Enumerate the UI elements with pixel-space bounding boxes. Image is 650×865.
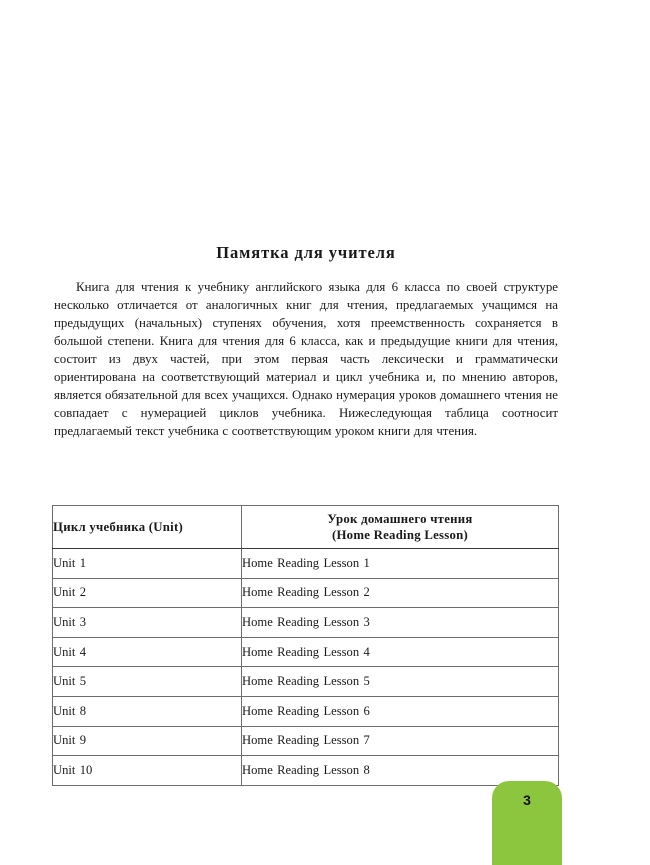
- cell-lesson: Home Reading Lesson 5: [242, 667, 559, 697]
- cell-unit: Unit 2: [53, 578, 242, 608]
- table-header-unit: Цикл учебника (Unit): [53, 506, 242, 549]
- unit-lesson-table: [52, 505, 559, 786]
- table-row: [53, 696, 559, 726]
- cell-unit: Unit 10: [53, 756, 242, 786]
- table-header-row: [53, 506, 559, 549]
- cell-lesson: Home Reading Lesson 8: [242, 756, 559, 786]
- table-row: [53, 637, 559, 667]
- table-header-lesson-line1: Урок домашнего чтения: [327, 511, 473, 526]
- cell-lesson: Home Reading Lesson 1: [242, 549, 559, 579]
- table-header-lesson-line2: (Home Reading Lesson): [331, 528, 469, 542]
- table-row: [53, 549, 559, 579]
- table-row: [53, 726, 559, 756]
- cell-unit: Unit 9: [53, 726, 242, 756]
- intro-paragraph: Книга для чтения к учебнику английского языка для 6 класса по своей структуре несколько отличается от аналогичных книг для чтения, предлагаемых учащимся на предыдущих (начальных) ступенях обучения, хотя преемственность сохраняется в большой степени. Книга для чтения для 6 класса, как и предыдущие книги для чтения, состоит из двух частей, при этом первая часть лексически и грамматически ориентирована на соответствующий материал и цикл учебника и, по мнению авторов, является обязательной для всех учащихся. Однако нумерация уроков домашнего чтения не совпадает с нумерацией циклов учебника. Нижеследующая таблица соотносит предлагаемый текст учебника с соответствующим уроком книги для чтения.: [54, 279, 558, 439]
- page-title: Памятка для учителя: [216, 243, 396, 263]
- cell-lesson: Home Reading Lesson 2: [242, 578, 559, 608]
- cell-unit: Unit 8: [53, 696, 242, 726]
- table-row: [53, 667, 559, 697]
- table-row: [53, 578, 559, 608]
- table-header-lesson: [242, 506, 559, 549]
- cell-lesson: Home Reading Lesson 4: [242, 637, 559, 667]
- cell-lesson: Home Reading Lesson 6: [242, 696, 559, 726]
- page-number: 3: [523, 792, 531, 808]
- page-number-tab: [492, 781, 562, 865]
- cell-unit: Unit 3: [53, 608, 242, 638]
- table-header: [53, 506, 559, 549]
- table-row: [53, 608, 559, 638]
- table-row: [53, 756, 559, 786]
- cell-unit: Unit 1: [53, 549, 242, 579]
- cell-unit: Unit 5: [53, 667, 242, 697]
- cell-lesson: Home Reading Lesson 7: [242, 726, 559, 756]
- cell-unit: Unit 4: [53, 637, 242, 667]
- cell-lesson: Home Reading Lesson 3: [242, 608, 559, 638]
- table-body: [53, 549, 559, 786]
